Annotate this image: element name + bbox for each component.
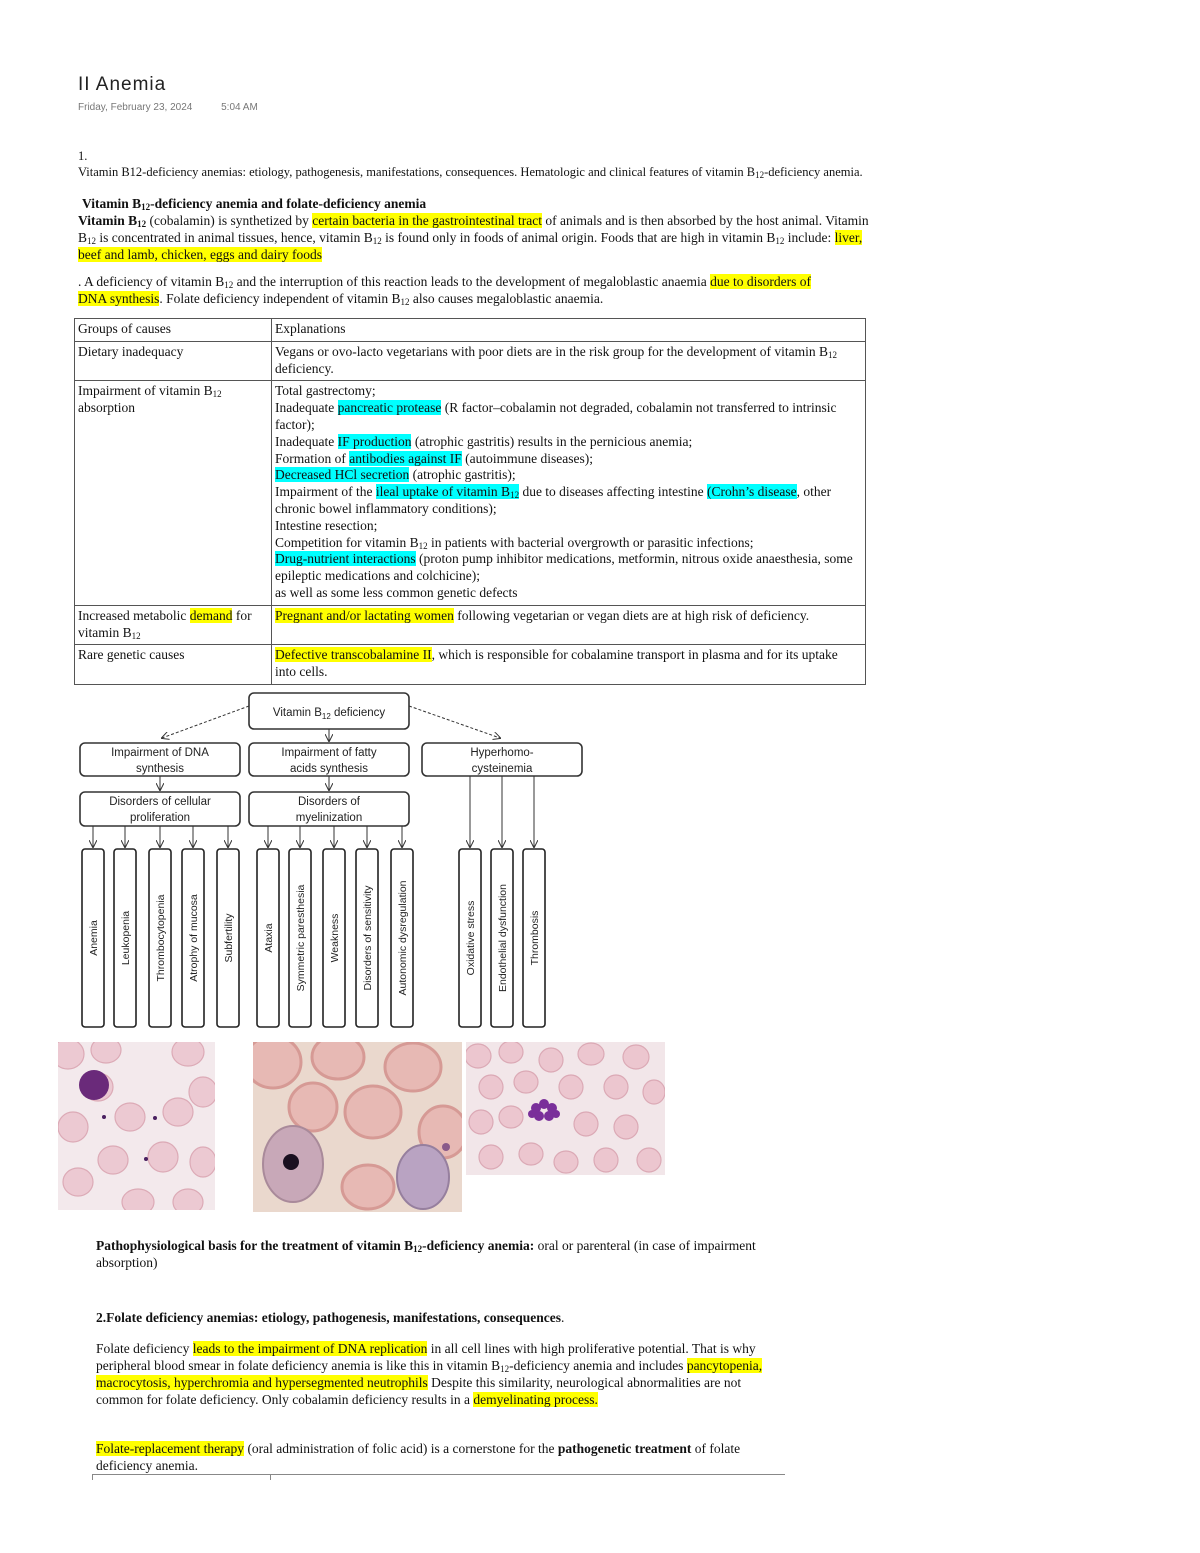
effect-box: [82, 849, 104, 1027]
myelin-line-2: myelinization: [295, 812, 363, 824]
effect-label: Oxidative stress: [465, 900, 477, 976]
effect-box: [459, 849, 481, 1027]
table-cell: Dietary inadequacy: [75, 341, 272, 381]
effect-label: Thrombosis: [529, 910, 541, 966]
effect-box: [491, 849, 513, 1027]
effect-box: [149, 849, 171, 1027]
myelin-line-1: Disorders of: [298, 796, 360, 808]
effect-label: Ataxia: [263, 923, 275, 953]
table-row: [75, 319, 866, 342]
table-row: [75, 645, 866, 685]
fatty-line-1: Impairment of fatty: [281, 747, 377, 759]
section-heading: Vitamin $B_{12}$-deficiency anemia and folate-deficiency anemia: [82, 196, 427, 212]
table-cell: Vegans or ovo-lacto vegetarians with poor diets are in the risk group for the development of vitamin $B_{12}$ deficiency.: [272, 341, 866, 381]
hyper-line-2: cysteinemia: [471, 763, 533, 775]
dna-line-2: synthesis: [136, 763, 184, 775]
page-title: II Anemia: [78, 74, 167, 95]
paragraph-deficiency: . A deficiency of vitamin $B_{12}$ and the interruption of this reaction leads to the development of megaloblastic anaemia due to disorders of DNA synthesis. Folate deficiency independent of vitamin $B_{12}$ also causes megaloblastic anaemia.: [78, 274, 811, 307]
effect-box: [323, 849, 345, 1027]
question-text: Vitamin B12-deficiency anemias: etiology, pathogenesis, manifestations, consequences. Hematologic and clinical features of vitamin $B_{12}$-deficiency anemia.: [78, 165, 863, 180]
table-cell: Defective transcobalamine II, which is responsible for cobalamine transport in plasma and for its uptake into cells.: [272, 645, 866, 685]
table-row: [75, 605, 866, 645]
effect-label: Leukopenia: [120, 910, 132, 966]
page-time: 5:04 AM: [221, 102, 258, 113]
effect-label: Thrombocytopenia: [155, 894, 167, 982]
table-cell: Rare genetic causes: [75, 645, 272, 685]
table-row: [75, 381, 866, 605]
smear-3-svg: [466, 1042, 665, 1175]
treatment-basis: Pathophysiological basis for the treatment of vitamin $B_{12}$-deficiency anemia: oral or parenteral (in case of impairment absorption): [96, 1238, 756, 1270]
effect-label: Symmetric paresthesia: [295, 884, 307, 992]
fatty-line-2: acids synthesis: [290, 763, 368, 775]
paragraph-cobalamin: Vitamin $B_{12}$ (cobalamin) is synthetized by certain bacteria in the gastrointestinal tract of animals and is then absorbed by the host animal. Vitamin $B_{12}$ is concentrated in animal tissues, hence, vitamin $B_{12}$ is found only in foods of animal origin. Foods that are high in vitamin $B_{12}$ include: liver, beef and lamb, chicken, eggs and dairy foods: [78, 213, 869, 262]
blood-smear-image-3: [466, 1042, 665, 1175]
smear-1-svg: [58, 1042, 215, 1210]
effect-label: Autonomic dysregulation: [397, 880, 409, 996]
effect-label: Atrophy of mucosa: [188, 894, 200, 982]
causes-table: [74, 318, 866, 685]
page-date: Friday, February 23, 2024: [78, 102, 193, 113]
effect-label: Subfertility: [223, 913, 235, 963]
effect-box: [523, 849, 545, 1027]
effect-label: Weakness: [329, 913, 341, 963]
table-cell: Impairment of vitamin $B_{12}$ absorption: [75, 381, 272, 605]
page-meta: [78, 102, 258, 113]
table-row: [75, 341, 866, 381]
table-cell: Total gastrectomy; Inadequate pancreatic protease (R factor–cobalamin not degraded, cobalamin not transferred to intrinsic factor); Inadequate IF production (atrophic gastritis) results in the pernicious anemia; Formation of antibodies against IF (autoimmune diseases); Decreased HCl secretion (atrophic gastritis); Impairment of the ileal uptake of vitamin $B_{12}$ due to diseases affecting intestine (Crohn’s disease, other chronic bowel inflammatory conditions); Intestine resection; Competition for vitamin $B_{12}$ in patients with bacterial overgrowth or parasitic infections; Drug-nutrient interactions (proton pump inhibitor medications, metformin, nitrous oxide anaesthesia, some epileptic medications and colchicine); as well as some less common genetic defects: [272, 381, 866, 605]
smear-2-svg: [253, 1042, 462, 1212]
question-number: 1.: [78, 149, 88, 163]
table-header-explanations: Explanations: [272, 319, 866, 342]
question-1: [78, 148, 868, 180]
effect-box: [289, 849, 311, 1027]
folate-heading: 2.Folate deficiency anemias: etiology, pathogenesis, manifestations, consequences.: [96, 1310, 565, 1325]
prolif-line-2: proliferation: [129, 812, 191, 824]
hyper-line-1: Hyperhomo-: [470, 747, 534, 759]
table-cell: Pregnant and/or lactating women following vegetarian or vegan diets are at high risk of deficiency.: [272, 605, 866, 645]
effect-box: [217, 849, 239, 1027]
blood-smear-image-1: [58, 1042, 215, 1210]
effect-box: [391, 849, 413, 1027]
svg-text:Vitamin B12 deficiency: Vitamin $B_{12}$ deficiency: [272, 707, 386, 721]
prolif-line-1: Disorders of cellular: [109, 796, 211, 808]
table-edge: [92, 1474, 785, 1475]
effect-label: Anemia: [88, 920, 100, 956]
blood-smear-image-2: [253, 1042, 462, 1212]
folate-paragraph-1: Folate deficiency leads to the impairment of DNA replication in all cell lines with high proliferative potential. That is why peripheral blood smear in folate deficiency anemia is like this in vitamin $B_{12}$-deficiency anemia and includes pancytopenia, macrocytosis, hyperchromia and hypersegmented neutrophils Despite this similarity, neurological abnormalities are not common for folate deficiency. Only cobalamin deficiency results in a demyelinating process.: [96, 1341, 763, 1407]
effect-box: [356, 849, 378, 1027]
effect-box: [182, 849, 204, 1027]
effect-label: Endothelial dysfunction: [497, 884, 509, 992]
table-cell: Increased metabolic demand for vitamin $B_{12}$: [75, 605, 272, 645]
table-header-groups: Groups of causes: [75, 319, 272, 342]
effect-label: Disorders of sensitivity: [362, 885, 374, 991]
effect-box: [114, 849, 136, 1027]
pathogenesis-diagram: [70, 686, 600, 1032]
dna-line-1: Impairment of DNA: [111, 747, 209, 759]
effect-box: [257, 849, 279, 1027]
folate-paragraph-2: Folate-replacement therapy (oral administration of folic acid) is a cornerstone for the pathogenetic treatment of folate deficiency anemia.: [96, 1441, 741, 1473]
